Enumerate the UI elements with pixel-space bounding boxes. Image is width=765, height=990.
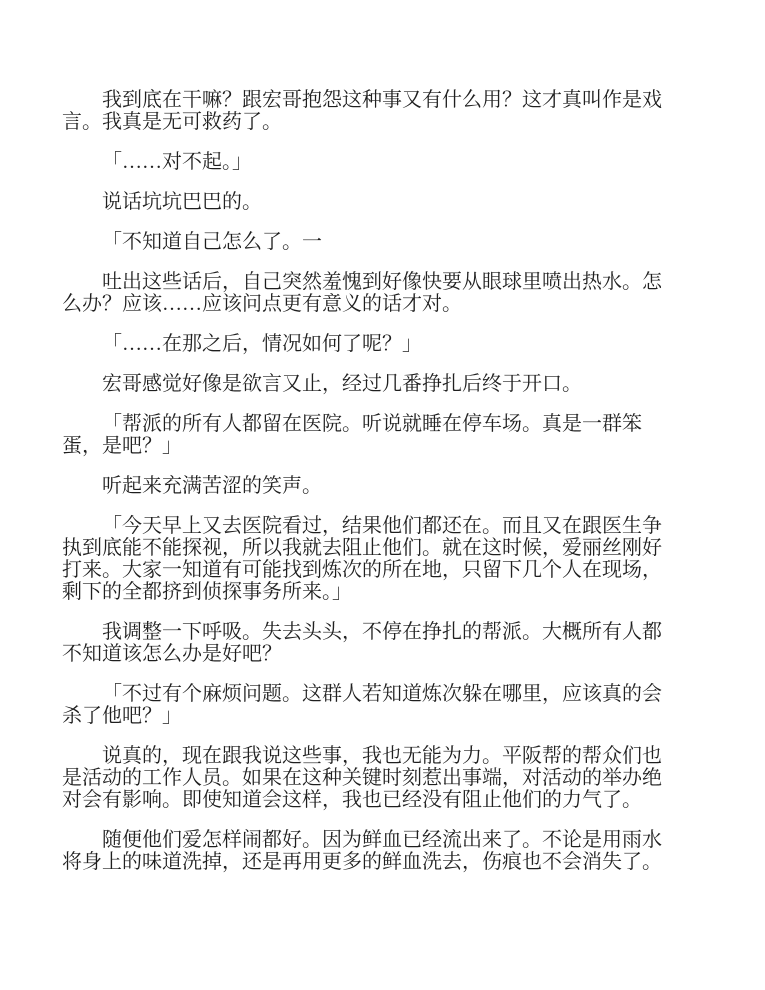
paragraph: 吐出这些话后，自己突然羞愧到好像快要从眼球里喷出热水。怎么办？应该……应该问点更有意义的话才对。 <box>62 271 662 315</box>
paragraph: 「今天早上又去医院看过，结果他们都还在。而且又在跟医生争执到底能不能探视，所以我就去阻止他们。就在这时候，爱丽丝刚好打来。大家一知道有可能找到炼次的所在地，只留下几个人在现场，剩下的全都挤到侦探事务所来。」 <box>62 515 662 603</box>
paragraph: 听起来充满苦涩的笑声。 <box>102 475 322 497</box>
paragraph: 「不过有个麻烦问题。这群人若知道炼次躲在哪里，应该真的会杀了他吧？」 <box>62 683 662 727</box>
paragraph: 「不知道自己怎么了。一 <box>102 231 322 253</box>
paragraph: 宏哥感觉好像是欲言又止，经过几番挣扎后终于开口。 <box>102 373 582 395</box>
paragraph: 我调整一下呼吸。失去头头，不停在挣扎的帮派。大概所有人都不知道该怎么办是好吧？ <box>62 621 662 665</box>
paragraph: 我到底在干嘛？跟宏哥抱怨这种事又有什么用？这才真叫作是戏言。我真是无可救药了。 <box>62 89 662 133</box>
paragraph: 说真的，现在跟我说这些事，我也无能为力。平阪帮的帮众们也是活动的工作人员。如果在这种关键时刻惹出事端，对活动的举办绝对会有影响。即使知道会这样，我也已经没有阻止他们的力气了。 <box>62 745 662 811</box>
paragraph: 「……在那之后，情况如何了呢？」 <box>102 333 422 355</box>
paragraph: 「帮派的所有人都留在医院。听说就睡在停车场。真是一群笨蛋，是吧？」 <box>62 413 642 457</box>
paragraph: 「……对不起。」 <box>102 151 252 173</box>
paragraph: 随便他们爱怎样闹都好。因为鲜血已经流出来了。不论是用雨水将身上的味道洗掉，还是再用更多的鲜血洗去，伤痕也不会消失了。 <box>62 829 662 873</box>
paragraph: 说话坑坑巴巴的。 <box>102 191 262 213</box>
